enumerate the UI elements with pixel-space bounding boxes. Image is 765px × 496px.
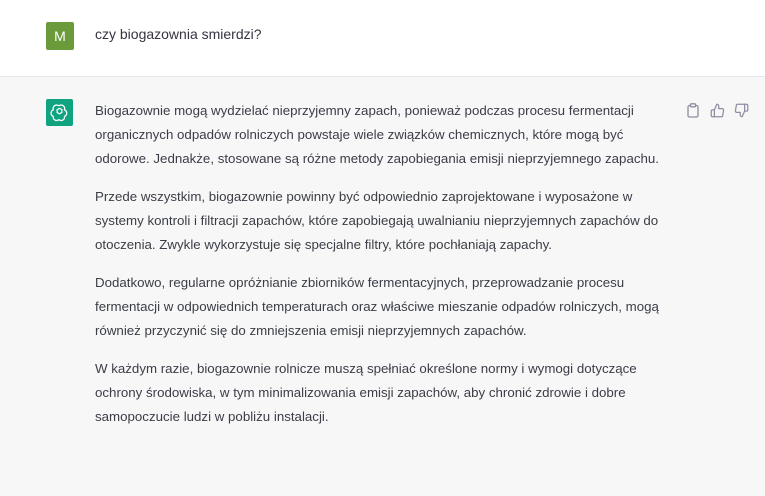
answer-paragraph: Biogazownie mogą wydzielać nieprzyjemny zapach, ponieważ podczas procesu fermentacji organicznych odpadów rolniczych powstaje wiele związków chemicznych, które mogą być odorowe. Jednakże, stosowane są różne metody zapobiegania emisji nieprzyjemnego zapachu. <box>95 103 659 166</box>
assistant-answer <box>95 99 670 443</box>
thumbs-down-icon[interactable] <box>732 101 750 119</box>
answer-paragraph: Przede wszystkim, biogazownie powinny być odpowiednio zaprojektowane i wyposażone w systemy kontroli i filtracji zapachów, które zapobiegają uwalnianiu nieprzyjemnych zapachów do otoczenia. Zwykle wykorzystuje się specjalne filtry, które pochłaniają zapachy. <box>95 189 659 252</box>
message-actions <box>684 101 750 119</box>
answer-paragraph: Dodatkowo, regularne opróżnianie zbiorników fermentacyjnych, przeprowadzanie procesu fermentacji w odpowiednich temperaturach oraz właściwe mieszanie odpadów rolniczych, mogą również przyczynić się do zmniejszenia emisji nieprzyjemnych zapachów. <box>95 275 659 338</box>
user-message-row <box>0 0 765 77</box>
copy-icon[interactable] <box>684 101 702 119</box>
thumbs-up-icon[interactable] <box>708 101 726 119</box>
user-message-text: czy biogazownia smierdzi? <box>95 26 262 42</box>
user-avatar: M <box>46 22 74 50</box>
answer-paragraph: W każdym razie, biogazownie rolnicze muszą spełniać określone normy i wymogi dotyczące ochrony środowiska, w tym minimalizowania emisji zapachów, aby chronić zdrowie i dobre samopoczucie ludzi w pobliżu instalacji. <box>95 361 637 424</box>
assistant-message-row <box>0 77 765 496</box>
openai-logo-icon <box>46 99 73 126</box>
